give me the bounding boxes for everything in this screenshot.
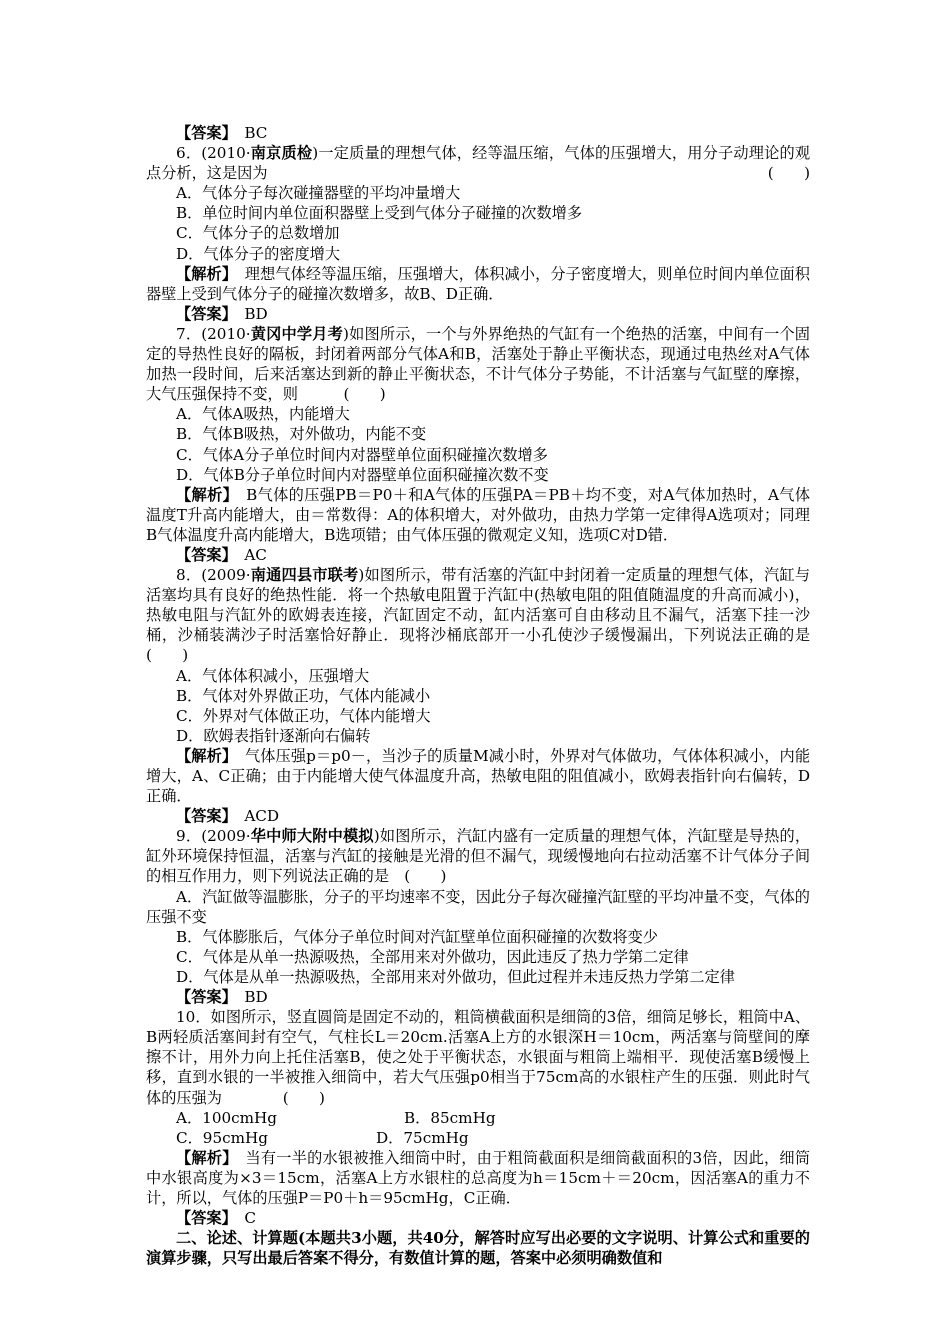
question-6: 6．(2010·南京质检)一定质量的理想气体，经等温压缩，气体的压强增大，用分子动理论的观点分析，这是因为 ( ) xyxy=(146,144,811,183)
option: A．气体体积减小，压强增大 xyxy=(176,666,370,685)
option: A．气体A吸热，内能增大 xyxy=(176,405,350,424)
option: B．气体膨胀后，气体分子单位时间对汽缸壁单位面积碰撞的次数将变少 xyxy=(176,927,658,946)
option: B．单位时间内单位面积器壁上受到气体分子碰撞的次数增多 xyxy=(176,204,583,223)
answer-line: 【答案】 BD xyxy=(176,304,268,323)
document-page xyxy=(146,123,810,1268)
option: D．气体B分子单位时间内对器壁单位面积碰撞次数不变 xyxy=(176,465,549,484)
option: D．气体是从单一热源吸热，全部用来对外做功，但此过程并未违反热力学第二定律 xyxy=(176,967,735,986)
answer-line: 【答案】 BD xyxy=(176,988,268,1007)
option: C．气体A分子单位时间内对器壁单位面积碰撞次数增多 xyxy=(176,445,548,464)
question-9: 9．(2009·华中师大附中模拟)如图所示，汽缸内盛有一定质量的理想气体，汽缸壁是导热的，缸外环境保持恒温，活塞与汽缸的接触是光滑的但不漏气，现缓慢地向右拉动活塞不计气体分子间的相互作用力，则下列说法正确的是 ( ) xyxy=(146,827,811,886)
answer-line: 【答案】 ACD xyxy=(176,807,280,826)
explanation: 【解析】 当有一半的水银被推入细筒中时，由于粗筒截面积是细筒截面积的3倍，因此，细筒中水银高度为×3＝15cm，活塞A上方水银柱的总高度为h＝15cm＋＝20cm，因活塞A的重力不计，所以，气体的压强P＝P0＋h＝95cmHg，C正确． xyxy=(146,1148,811,1207)
option: B．气体B吸热，对外做功，内能不变 xyxy=(176,425,427,444)
option: B．气体对外界做正功，气体内能减小 xyxy=(176,686,431,705)
option: A．汽缸做等温膨胀，分子的平均速率不变，因此分子每次碰撞汽缸壁的平均冲量不变，气体的压强不变 xyxy=(146,887,810,926)
answer-line: 【答案】 C xyxy=(176,1209,256,1228)
question-8: 8．(2009·南通四县市联考)如图所示，带有活塞的汽缸中封闭着一定质量的理想气体，汽缸与活塞均具有良好的绝热性能．将一个热敏电阻置于汽缸中(热敏电阻的阻值随温度的升高而减小)，热敏电阻与汽缸外的欧姆表连接，汽缸固定不动，缸内活塞可自由移动且不漏气，活塞下挂一沙桶，沙桶装满沙子时活塞恰好静止．现将沙桶底部开一小孔使沙子缓慢漏出，下列说法正确的是 ( ) xyxy=(146,566,811,665)
question-10: 10．如图所示，竖直圆筒是固定不动的，粗筒横截面积是细筒的3倍，细筒足够长，粗筒中A、B两轻质活塞间封有空气，气柱长L＝20cm.活塞A上方的水银深H＝10cm，两活塞与筒壁间的摩擦不计，用外力向上托住活塞B，使之处于平衡状态，水银面与粗筒上端相平．现使活塞B缓慢上移，直到水银的一半被推入细筒中，若大气压强p0相当于75cm高的水银柱产生的压强．则此时气体的压强为 ( ) xyxy=(146,1008,810,1107)
explanation: 【解析】 B气体的压强PB＝P0＋和A气体的压强PA＝PB＋均不变，对A气体加热时，A气体温度T升高内能增大，由＝常数得：A的体积增大，对外做功，由热力学第一定律得A选项对；同理B气体温度升高内能增大，B选项错；由气体压强的微观定义知，选项C对D错． xyxy=(146,485,811,544)
option: D．欧姆表指针逐渐向右偏转 xyxy=(176,726,371,745)
option: C．气体是从单一热源吸热，全部用来对外做功，因此违反了热力学第二定律 xyxy=(176,947,689,966)
question-7: 7．(2010·黄冈中学月考)如图所示，一个与外界绝热的气缸有一个绝热的活塞，中间有一个固定的导热性良好的隔板，封闭着两部分气体A和B，活塞处于静止平衡状态，现通过电热丝对A气体加热一段时间，后来活塞达到新的静止平衡状态，不计气体分子势能，不计活塞与气缸壁的摩擦，大气压强保持不变，则 ( ) xyxy=(146,324,810,404)
option: C．外界对气体做正功，气体内能增大 xyxy=(176,706,431,725)
option: C．气体分子的总数增加 xyxy=(176,224,340,243)
section-heading: 二、论述、计算题(本题共3小题，共40分，解答时应写出必要的文字说明、计算公式和重要的演算步骤，只写出最后答案不得分，有数值计算的题，答案中必须明确数值和 xyxy=(146,1229,810,1268)
answer-line: 【答案】 AC xyxy=(176,545,267,564)
explanation: 【解析】 气体压强p＝p0－，当沙子的质量M减小时，外界对气体做功，气体体积减小，内能增大，A、C正确；由于内能增大使气体温度升高，热敏电阻的阻值减小，欧姆表指针向右偏转，D正确． xyxy=(146,746,811,806)
answer-line: 【答案】 BC xyxy=(176,124,268,142)
option: D．气体分子的密度增大 xyxy=(176,244,341,263)
option-pair: A．100cmHg B．85cmHg xyxy=(176,1108,496,1127)
explanation: 【解析】 理想气体经等温压缩，压强增大，体积减小，分子密度增大，则单位时间内单位面积器壁上受到气体分子的碰撞次数增多，故B、D正确． xyxy=(146,264,810,303)
option: A．气体分子每次碰撞器壁的平均冲量增大 xyxy=(176,184,461,203)
option-pair: C．95cmHg D．75cmHg xyxy=(176,1128,469,1147)
